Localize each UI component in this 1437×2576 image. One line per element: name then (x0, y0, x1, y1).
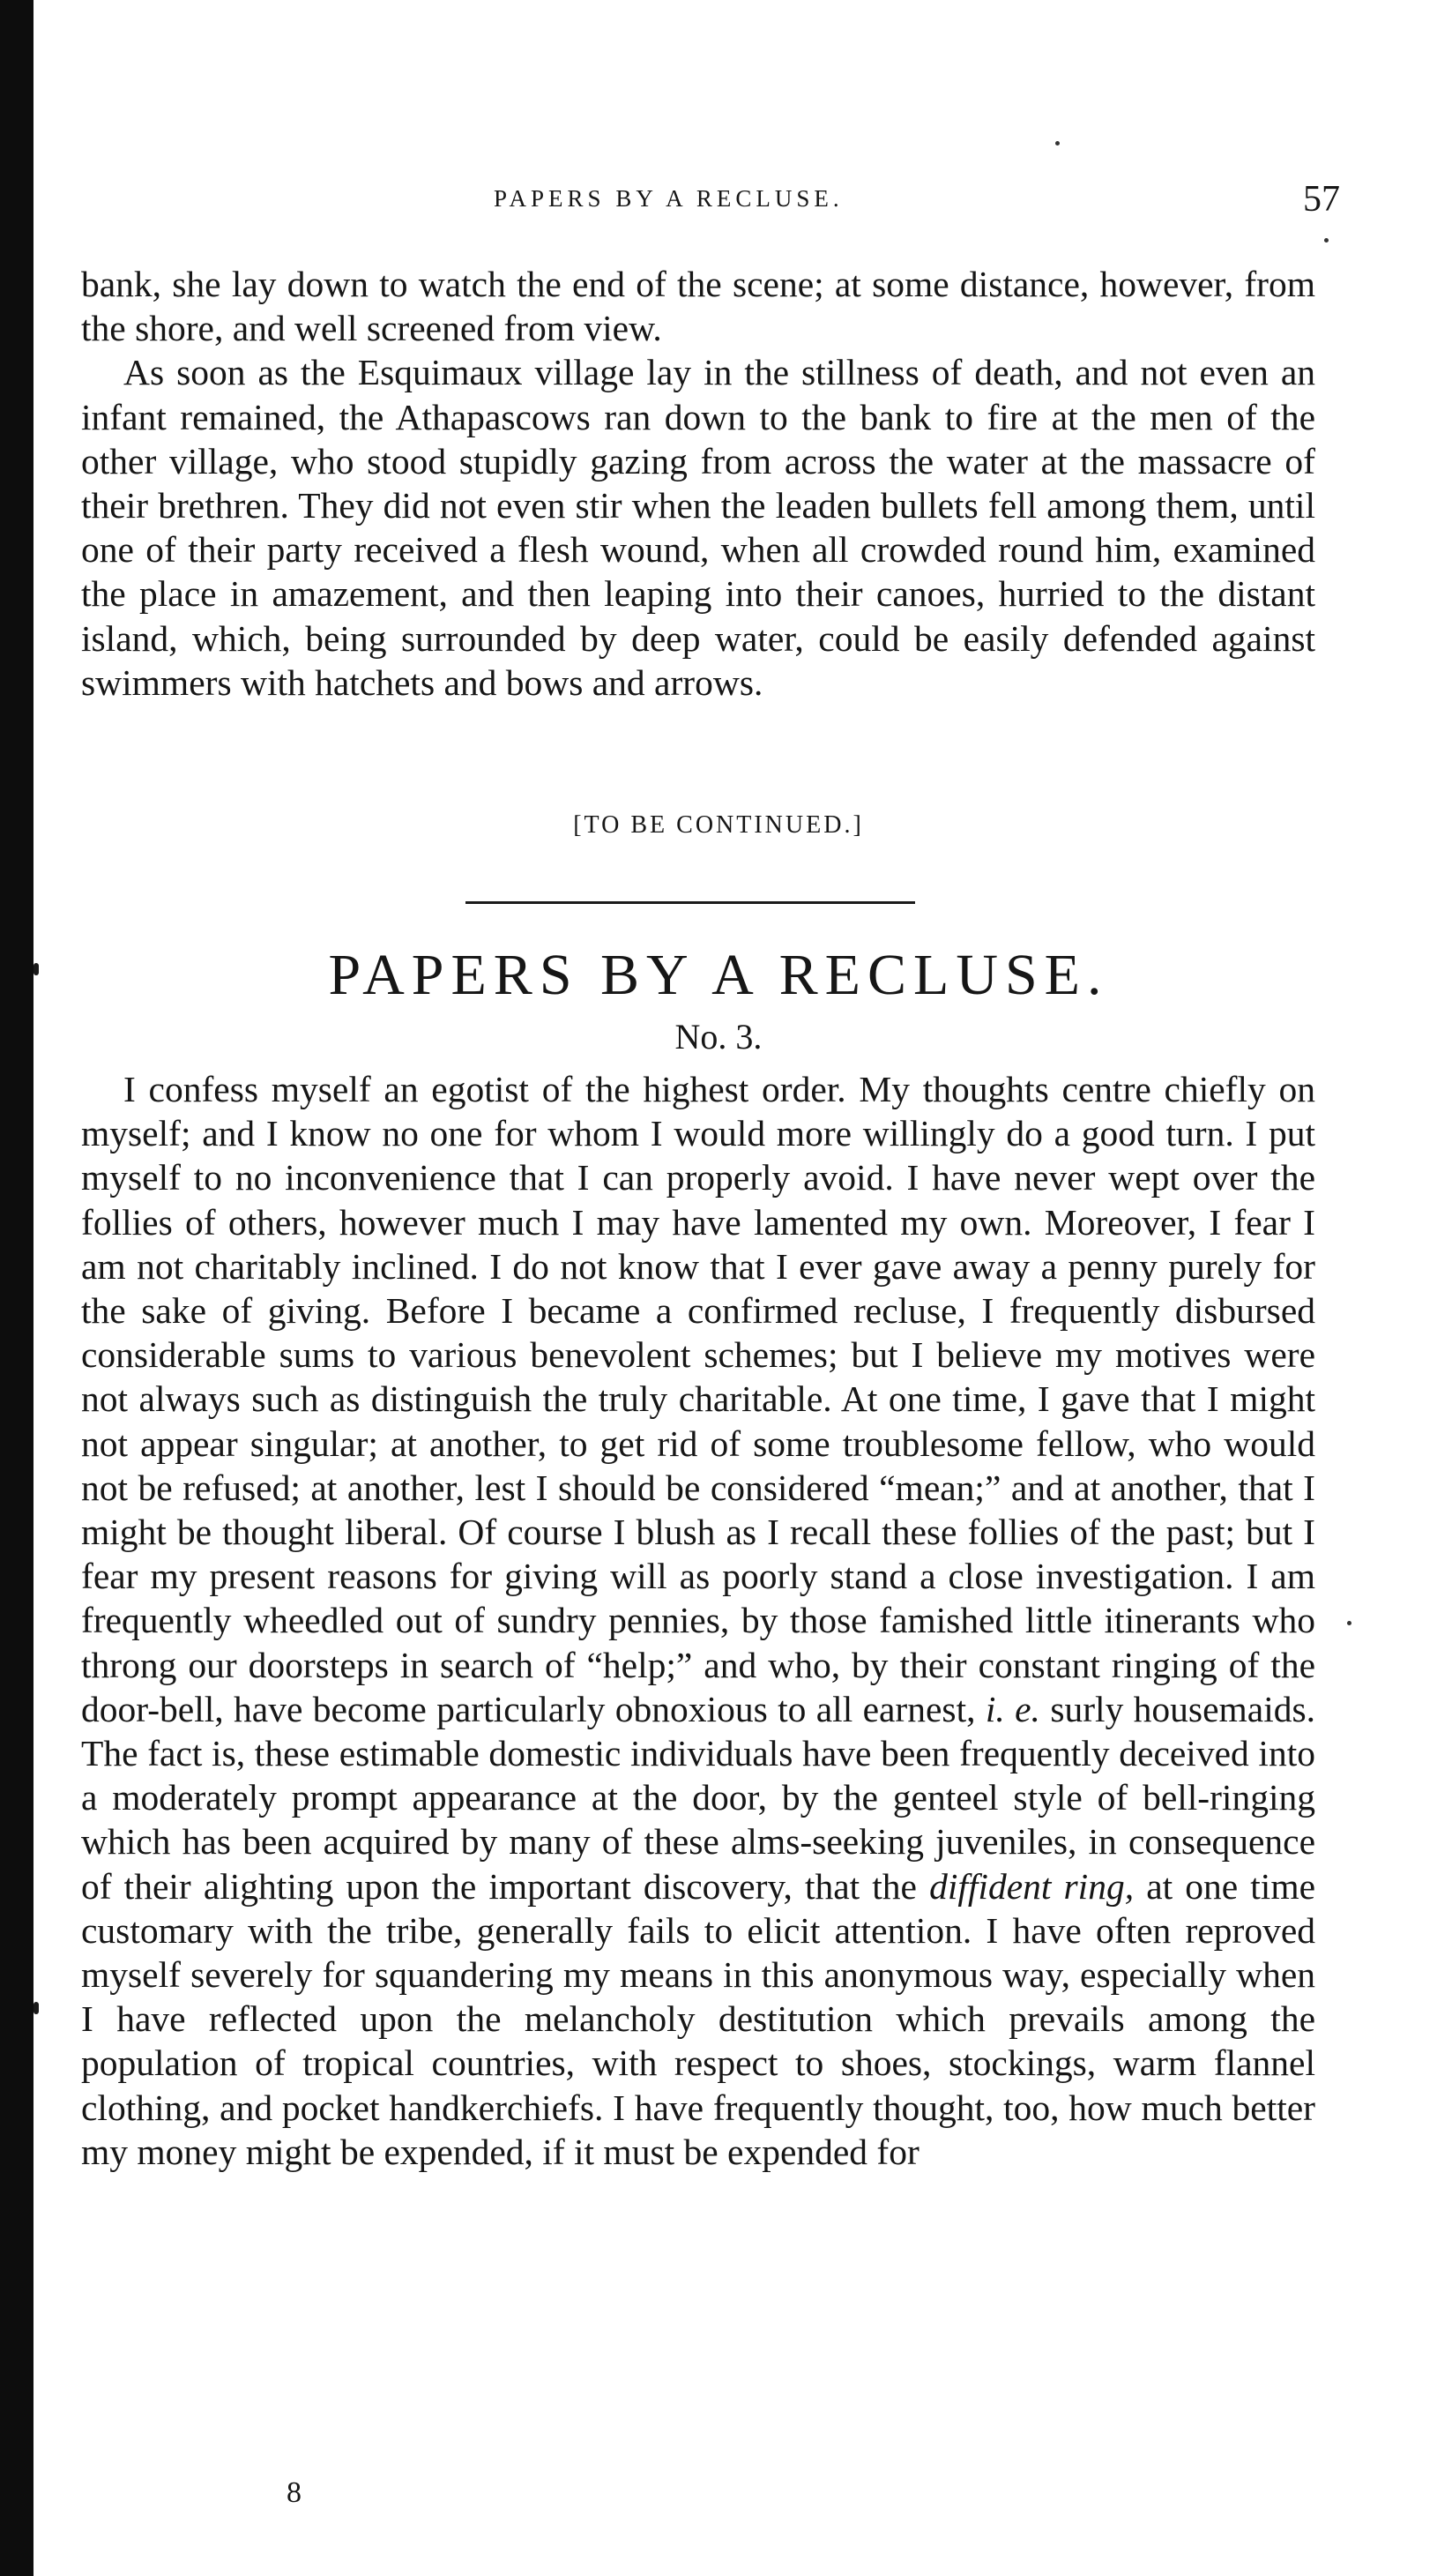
running-head-title: PAPERS BY A RECLUSE. (494, 185, 844, 212)
body-text: surly housemaids. The fact is, these estimable domestic individuals have been frequently deceived into a moderately prompt appearance at the door, by the genteel style of bell-ringing which has been acquired by many of these alms-seeking juveniles, in consequence of their alighting upon the important discovery, that the (81, 1688, 1316, 1907)
running-head (0, 178, 1437, 222)
page-number: 57 (1303, 179, 1340, 220)
body-text: I confess myself an egotist of the highest order. My thoughts centre chiefly on myself; and I know no one for whom I would more willingly do a good turn. I put myself to no inconvenience that I can properly avoid. I have never wept over the follies of others, however much I may have lamented my own. Moreover, I fear I am not charitably inclined. I do not know that I ever gave away a penny purely for the sake of giving. Before I became a confirmed recluse, I frequently disbursed considerable sums to various benevolent schemes; but I believe my motives were not always such as distinguish the truly charitable. At one time, I gave that I might not appear singular; at another, to get rid of some troublesome fellow, who would not be refused; at another, lest I should be considered “mean;” and at another, that I might be thought liberal. Of course I blush as I recall these follies of the past; but I fear my present reasons for giving will as poorly stand a close investigation. I am frequently wheedled out of sundry pennies, by those famished little itinerants who throng our doorsteps in search of “help;” and who, by their constant ringing of the door-bell, have become particularly obnoxious to all earnest, (81, 1069, 1315, 1729)
article-paragraph (81, 1067, 1315, 2174)
article-title: PAPERS BY A RECLUSE. (328, 943, 1109, 1007)
previous-article-text (81, 262, 1315, 705)
paragraph: bank, she lay down to watch the end of the scene; at some distance, however, from the shore, and well screened from view. (81, 264, 1315, 349)
italic-abbreviation: i. e. (985, 1688, 1040, 1729)
section-divider-rule (465, 901, 915, 904)
paragraph: As soon as the Esquimaux village lay in the stillness of death, and not even an infant remained, the Athapascows ran down to the bank to fire at the men of the other village, who stood stupidly gazing from across the water at the massacre of their brethren. They did not even stir when the leaden bullets fell among them, until one of their party received a flesh wound, when all crowded round him, examined the place in amazement, and then leaping into their canoes, hurried to the distant island, which, being surrounded by deep water, could be easily defended against swimmers with hatchets and bows and arrows. (81, 352, 1315, 703)
binding-mark (34, 2002, 39, 2014)
body-text: at one time customary with the tribe, generally fails to elicit attention. I have often reproved myself severely for squandering my means in this anonymous way, especially when I have reflected upon the melancholy destitution which prevails among the population of tropical countries, with respect to shoes, stockings, warm flannel clothing, and pocket handkerchiefs. I have frequently thought, too, how much better my money might be expended, if it must be expended for (81, 1865, 1316, 2172)
signature-mark: 8 (287, 2476, 302, 2509)
to-be-continued-note: [TO BE CONTINUED.] (573, 811, 864, 839)
article-body (81, 1067, 1315, 2174)
article-number: No. 3. (674, 1017, 763, 1057)
italic-phrase: diffident ring, (929, 1865, 1135, 1907)
book-binding-edge (0, 0, 34, 2576)
